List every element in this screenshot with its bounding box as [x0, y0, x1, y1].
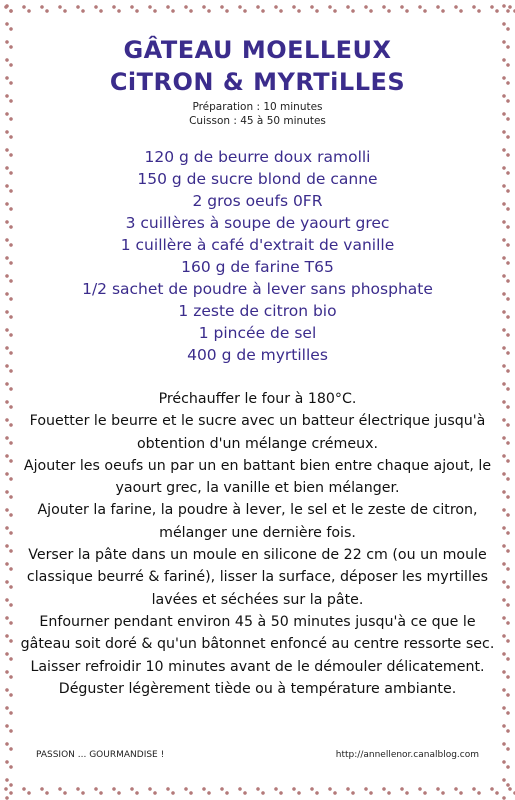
instruction-step: Fouetter le beurre et le sucre avec un batteur électrique jusqu'à obtention d'un mélange crémeux. [29, 413, 486, 452]
recipe-title-line2: CiTRON & MYRTiLLES [109, 68, 406, 96]
decorative-border-top [0, 2, 515, 16]
ingredient-item: 1 cuillère à café d'extrait de vanille [120, 236, 395, 254]
ingredient-item: 3 cuillères à soupe de yaourt grec [125, 214, 390, 232]
recipe-title [18, 34, 497, 98]
instruction-step: Enfourner pendant environ 45 à 50 minutes jusqu'à ce que le gâteau soit doré & qu'un bâtonnet enfoncé au centre ressorte sec. Laisser refroidir 10 minutes avant de le démouler délicatement. [20, 613, 495, 675]
recipe-card [18, 30, 497, 780]
instructions [18, 388, 497, 700]
footer-blog-link[interactable]: http://annellenor.canalblog.com [335, 750, 479, 760]
ingredient-item: 1 zeste de citron bio [178, 302, 337, 320]
ingredient-item: 160 g de farine T65 [181, 258, 334, 276]
instruction-step: Ajouter les oeufs un par un en battant bien entre chaque ajout, le yaourt grec, la vanille et bien mélanger. [23, 457, 492, 497]
instruction-step: Verser la pâte dans un moule en silicone de 22 cm (ou un moule classique beurré & fariné), lisser la surface, déposer les myrtilles lavées et séchées sur la pâte. [26, 547, 489, 608]
recipe-times [18, 100, 497, 128]
cook-time: Cuisson : 45 à 50 minutes [189, 115, 326, 127]
footer-tagline: PASSION ... GOURMANDISE ! [36, 750, 165, 760]
decorative-border-left [2, 0, 16, 800]
ingredient-item: 1/2 sachet de poudre à lever sans phosphate [82, 280, 433, 298]
ingredients-list [18, 146, 497, 366]
instruction-step: Préchauffer le four à 180°C. [158, 391, 357, 407]
decorative-border-right [499, 0, 513, 800]
ingredient-item: 400 g de myrtilles [187, 346, 328, 364]
footer [36, 750, 479, 760]
ingredient-item: 2 gros oeufs 0FR [192, 192, 323, 210]
recipe-title-line1: GÂTEAU MOELLEUX [123, 36, 392, 64]
ingredient-item: 1 pincée de sel [198, 324, 317, 342]
instruction-step: Ajouter la farine, la poudre à lever, le sel et le zeste de citron, mélanger une dernière fois. [37, 502, 478, 541]
ingredient-item: 150 g de sucre blond de canne [137, 170, 378, 188]
ingredient-item: 120 g de beurre doux ramolli [144, 148, 371, 166]
prep-time: Préparation : 10 minutes [192, 101, 323, 113]
decorative-border-bottom [0, 784, 515, 798]
instruction-step: Déguster légèrement tiède ou à température ambiante. [58, 680, 457, 697]
